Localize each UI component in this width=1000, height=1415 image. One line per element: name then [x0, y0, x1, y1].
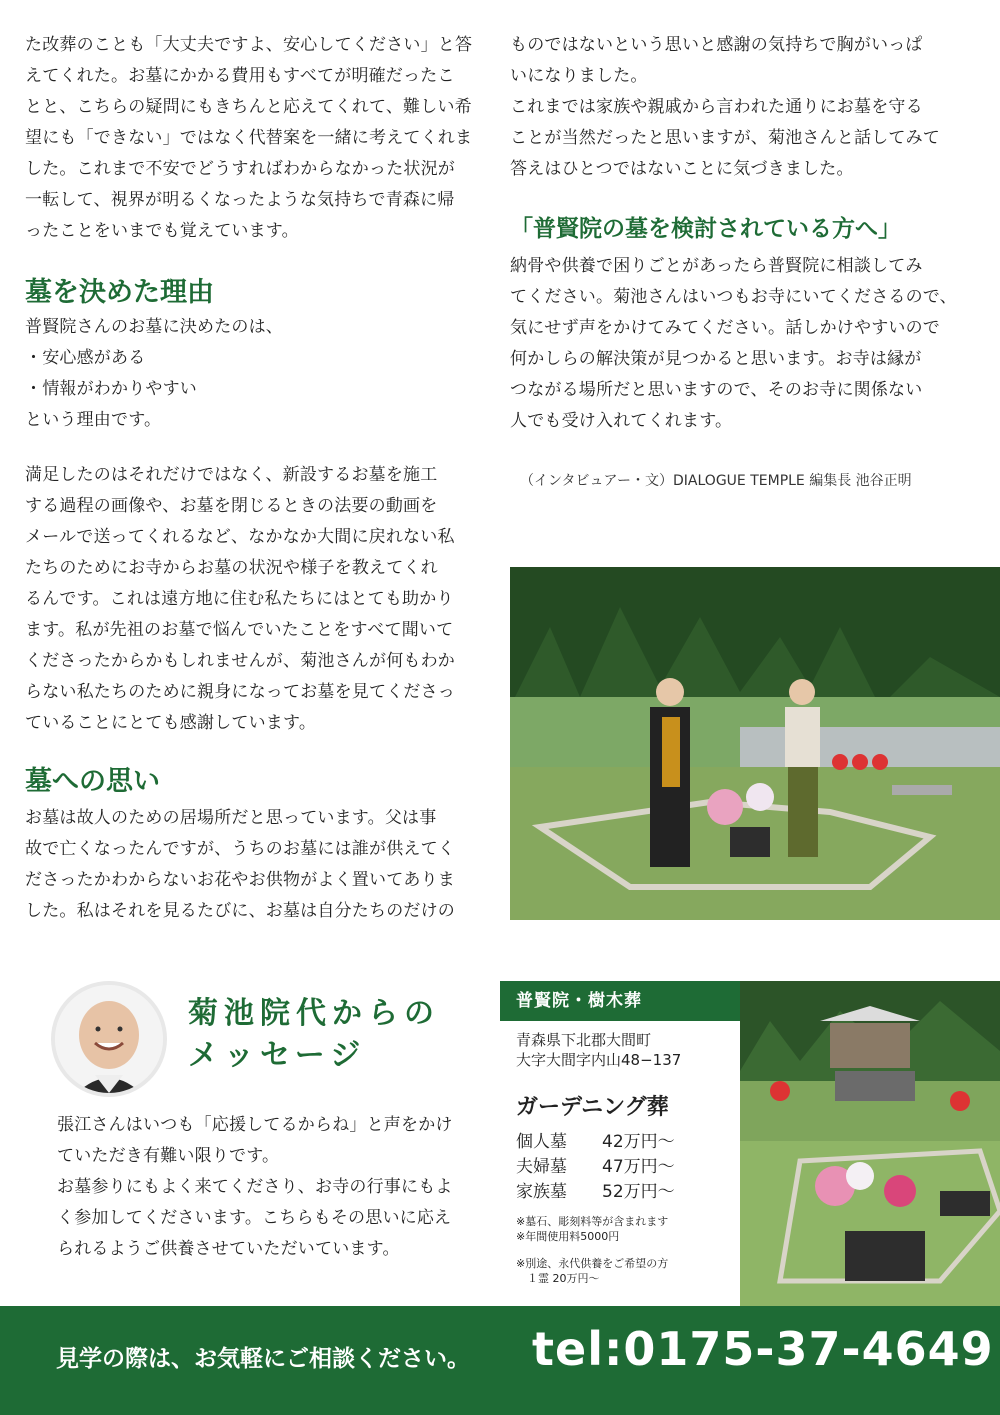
reason-paragraph: 普賢院さんのお墓に決めたのは、 ・安心感がある ・情報がわかりやすい という理由です。	[25, 317, 283, 430]
price-row	[516, 1155, 675, 1179]
price-value: 42万円〜	[602, 1132, 675, 1152]
satisfied-paragraph: 満足したのはそれだけではなく、新設するお墓を施工 する過程の画像や、お墓を閉じるときの法要の動画を メールで送ってくれるなど、なかなか大間に戻れない私 たちのためにお寺からお墓の状況や様子を教えてくれ るんです。これは遠方地に住む私たちにはとても助かり ます。私が先祖のお墓で悩んでいたことをすべて聞いて くださったからかもしれませんが、菊池さんが何もわか らない私たちのために親身になってお墓を見てくださっ ていることにとても感謝しています。	[25, 465, 455, 733]
interview-credit: （インタビュアー・文）DIALOGUE TEMPLE 編集長 池谷正明	[520, 473, 912, 489]
thoughts-paragraph: お墓は故人のための居場所だと思っています。父は事 故で亡くなったんですが、うちのお墓には誰が供えてく ださったかわからないお花やお供物がよく置いてありま した。私はそれを見るたびに、お墓は自分たちのだけの	[25, 808, 455, 921]
heading-advice: 「普賢院の墓を検討されている方へ」	[510, 216, 901, 242]
footer-phone[interactable]: tel:0175-37-4649	[532, 1322, 994, 1376]
plan-title: ガーデニング葬	[516, 1095, 669, 1120]
price-note-1: ※墓石、彫刻料等が含まれます ※年間使用料5000円	[516, 1215, 669, 1243]
message-body: 張江さんはいつも「応援してるからね」と声をかけ ていただき有難い限りです。 お墓参りにもよく来てくださり、お寺の行事にもよ く参加してくださいます。こちらもその思いに応え られるようご供養させていただいています。	[57, 1115, 453, 1259]
temple-name-band: 普賢院・樹木葬	[500, 981, 740, 1021]
price-row	[516, 1130, 675, 1154]
temple-address: 青森県下北郡大間町 大字大間字内山48−137	[516, 1031, 682, 1069]
footer-message: 見学の際は、お気軽にご相談ください。	[56, 1346, 470, 1372]
price-note-2: ※別途、永代供養をご希望の方 １霊 20万円〜	[516, 1257, 669, 1285]
price-name: 個人墓	[516, 1132, 567, 1152]
garden-photo	[740, 981, 1000, 1306]
price-value: 52万円〜	[602, 1182, 675, 1202]
price-row	[516, 1180, 675, 1204]
price-name: 夫婦墓	[516, 1157, 567, 1177]
heading-reason: 墓を決めた理由	[25, 277, 214, 308]
intro-paragraph: た改葬のことも「大丈夫ですよ、安心してください」と答 えてくれた。お墓にかかる費用もすべてが明確だったこ とと、こちらの疑問にもきちんと応えてくれて、難しい希 望にも「できない」ではなく代替案を一緒に考えてくれま した。これまで不安でどうすればわからなかった状況が 一転して、視界が明るくなったような気持ちで青森に帰 ったことをいまでも覚えています。	[25, 35, 473, 241]
temple-photo	[510, 567, 1000, 920]
priest-avatar	[55, 985, 163, 1093]
price-name: 家族墓	[516, 1182, 567, 1202]
heading-thoughts: 墓への思い	[25, 766, 160, 797]
price-value: 47万円〜	[602, 1157, 675, 1177]
advice-paragraph: 納骨や供養で困りごとがあったら普賢院に相談してみ てください。菊池さんはいつもお寺にいてくださるので、 気にせず声をかけてみてください。話しかけやすいので 何かしらの解決策が見つかると思います。お寺は縁が つながる場所だと思いますので、そのお寺に関係ない 人でも受け入れてくれます。	[510, 256, 957, 431]
message-title: 菊池院代からの メッセージ	[188, 996, 440, 1073]
continued-paragraph: ものではないという思いと感謝の気持ちで胸がいっぱ いになりました。 これまでは家族や親戚から言われた通りにお墓を守る ことが当然だったと思いますが、菊池さんと話してみて 答えはひとつではないことに気づきました。	[510, 35, 940, 179]
